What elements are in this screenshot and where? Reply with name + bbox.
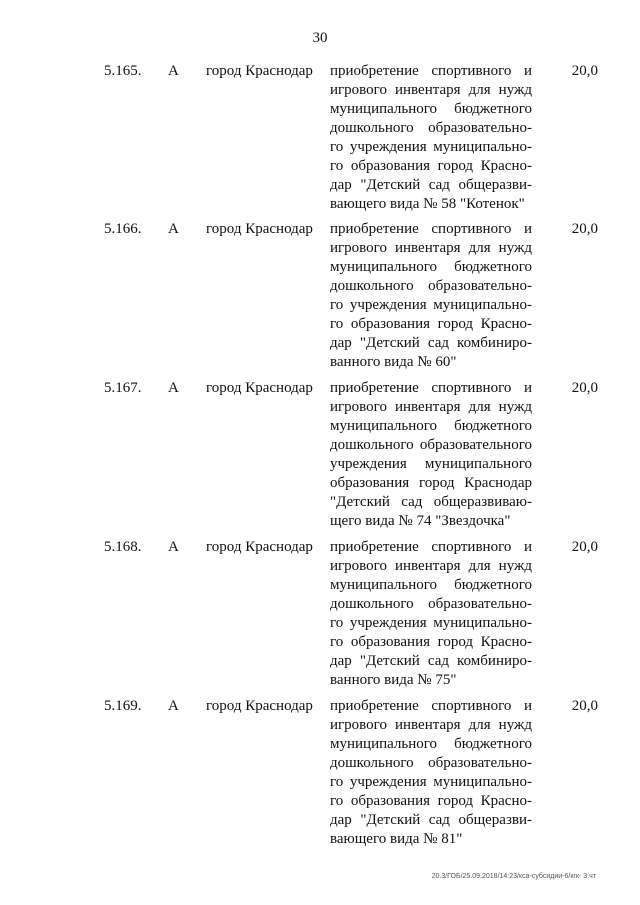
description-line: игрового инвентаря для нужд bbox=[330, 240, 532, 256]
row-category: А bbox=[168, 698, 179, 714]
description-line: учреждения муниципального bbox=[330, 456, 532, 472]
row-description bbox=[330, 697, 532, 849]
row-number: 5.165. bbox=[104, 63, 142, 79]
row-city: город Краснодар bbox=[206, 539, 313, 555]
description-line: дошкольного образовательно- bbox=[330, 278, 532, 294]
description-line: го образования город Красно- bbox=[330, 634, 532, 650]
row-description bbox=[330, 220, 532, 372]
description-line: игрового инвентаря для нужд bbox=[330, 717, 532, 733]
description-line: дар "Детский сад общеразви- bbox=[330, 177, 532, 193]
description-line: приобретение спортивного и bbox=[330, 539, 532, 555]
description-line: го образования город Красно- bbox=[330, 793, 532, 809]
row-description bbox=[330, 379, 532, 531]
description-line: го учреждения муниципально- bbox=[330, 615, 532, 631]
table-row bbox=[0, 538, 640, 688]
description-line: щего вида № 74 "Звездочка" bbox=[330, 513, 511, 529]
row-description bbox=[330, 538, 532, 690]
row-amount: 20,0 bbox=[571, 63, 598, 79]
row-category: А bbox=[168, 221, 179, 237]
page-number: 30 bbox=[312, 30, 328, 46]
description-line: дар "Детский сад комбиниро- bbox=[330, 335, 532, 351]
description-line: образования город Краснодар bbox=[330, 475, 532, 491]
description-line: ванного вида № 75" bbox=[330, 672, 457, 688]
table-row bbox=[0, 220, 640, 370]
description-line: приобретение спортивного и bbox=[330, 63, 532, 79]
description-line: го учреждения муниципально- bbox=[330, 139, 532, 155]
description-line: игрового инвентаря для нужд bbox=[330, 399, 532, 415]
row-city: город Краснодар bbox=[206, 63, 313, 79]
row-category: А bbox=[168, 63, 179, 79]
table-row bbox=[0, 379, 640, 529]
description-line: дошкольного образовательно- bbox=[330, 596, 532, 612]
row-city: город Краснодар bbox=[206, 221, 313, 237]
row-amount: 20,0 bbox=[571, 380, 598, 396]
description-line: приобретение спортивного и bbox=[330, 698, 532, 714]
description-line: игрового инвентаря для нужд bbox=[330, 82, 532, 98]
row-number: 5.167. bbox=[104, 380, 142, 396]
description-line: муниципального бюджетного bbox=[330, 736, 532, 752]
description-line: го образования город Красно- bbox=[330, 158, 532, 174]
description-line: дар "Детский сад общеразви- bbox=[330, 812, 532, 828]
description-line: ванного вида № 60" bbox=[330, 354, 457, 370]
description-line: муниципального бюджетного bbox=[330, 418, 532, 434]
description-line: дошкольного образовательно- bbox=[330, 755, 532, 771]
row-amount: 20,0 bbox=[571, 698, 598, 714]
row-number: 5.166. bbox=[104, 221, 142, 237]
row-city: город Краснодар bbox=[206, 380, 313, 396]
description-line: вающего вида № 58 "Котенок" bbox=[330, 196, 525, 212]
description-line: муниципального бюджетного bbox=[330, 101, 532, 117]
row-amount: 20,0 bbox=[571, 539, 598, 555]
description-line: го образования город Красно- bbox=[330, 316, 532, 332]
row-number: 5.169. bbox=[104, 698, 142, 714]
description-line: дошкольного образовательного bbox=[330, 437, 532, 453]
row-amount: 20,0 bbox=[571, 221, 598, 237]
table-row bbox=[0, 62, 640, 212]
description-line: муниципального бюджетного bbox=[330, 577, 532, 593]
row-number: 5.168. bbox=[104, 539, 142, 555]
document-footer-code: 20.3/ГОБ/25.09.2018/14:23/кса-субсидии-6/кгк- 3.чт bbox=[431, 873, 596, 880]
description-line: "Детский сад общеразвиваю- bbox=[330, 494, 532, 510]
row-description bbox=[330, 62, 532, 214]
row-city: город Краснодар bbox=[206, 698, 313, 714]
description-line: приобретение спортивного и bbox=[330, 380, 532, 396]
description-line: го учреждения муниципально- bbox=[330, 774, 532, 790]
description-line: дошкольного образовательно- bbox=[330, 120, 532, 136]
description-line: вающего вида № 81" bbox=[330, 831, 463, 847]
row-category: А bbox=[168, 380, 179, 396]
description-line: игрового инвентаря для нужд bbox=[330, 558, 532, 574]
description-line: приобретение спортивного и bbox=[330, 221, 532, 237]
row-category: А bbox=[168, 539, 179, 555]
description-line: дар "Детский сад комбиниро- bbox=[330, 653, 532, 669]
table-row bbox=[0, 697, 640, 847]
description-line: муниципального бюджетного bbox=[330, 259, 532, 275]
description-line: го учреждения муниципально- bbox=[330, 297, 532, 313]
